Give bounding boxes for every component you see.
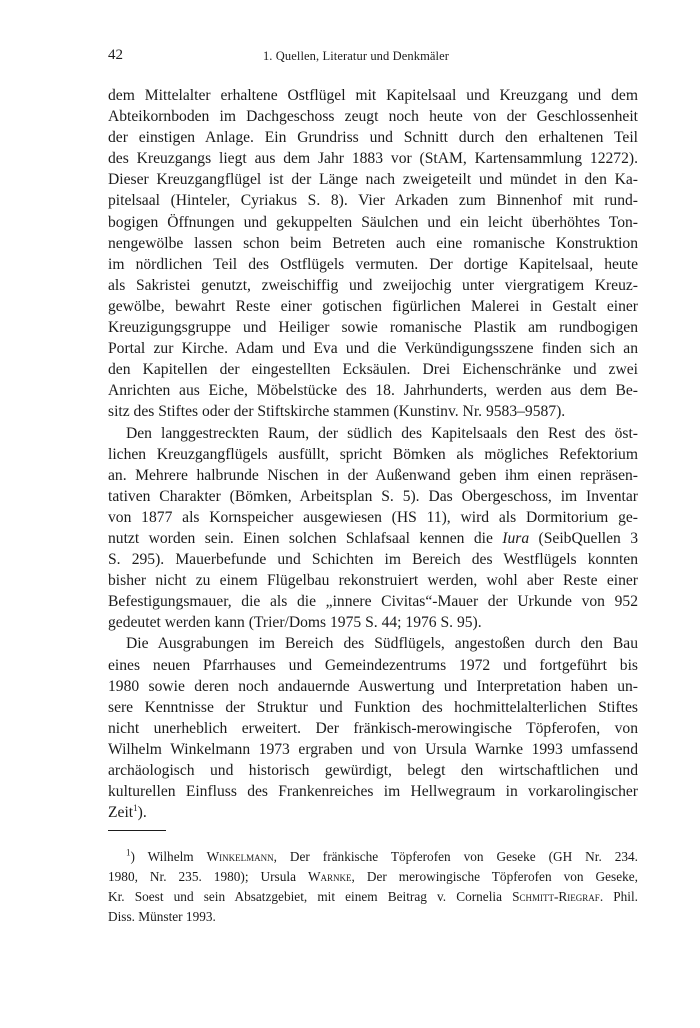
text-line: Befestigungsmauer, die als die „innere Civitas“-Mauer der Urkunde von 952 xyxy=(108,593,638,611)
text-line: nutzt worden sein. Einen solchen Schlafsaal kennen die Iura (SeibQuellen 3 xyxy=(108,529,638,547)
footnote-ref: 1 xyxy=(133,803,138,813)
text-line: dem Mittelalter erhaltene Ostflügel mit Kapitelsaal und Kreuzgang und dem xyxy=(108,87,638,104)
body-text xyxy=(108,85,638,823)
text-line: als Sakristei genutzt, zweischiffig und zweijochig unter viergratigem Kreuz- xyxy=(108,276,638,294)
text-line: Dieser Kreuzgangflügel ist der Länge nach zweigeteilt und mündet in den Ka- xyxy=(108,171,638,189)
text-line: sere Kenntnisse der Struktur und Funktion des hochmittelalterlichen Stiftes xyxy=(108,698,638,716)
text-line: an. Mehrere halbrunde Nischen in der Außenwand geben ihm einen repräsen- xyxy=(108,466,638,484)
text-line: Kreuzigungsgruppe und Heiliger sowie romanische Plastik am rundbogigen xyxy=(108,319,638,337)
text-line: sitz des Stiftes oder der Stiftskirche stammen (Kunstinv. Nr. 9583–9587). xyxy=(108,403,566,421)
text-line: im nördlichen Teil des Ostflügels vermuten. Der dortige Kapitelsaal, heute xyxy=(108,255,638,273)
text-line: Den langgestreckten Raum, der südlich des Kapitelsaals den Rest des öst- xyxy=(126,424,638,442)
footnote-rule xyxy=(108,830,166,831)
text-line: gedeutet werden kann (Trier/Doms 1975 S. 44; 1976 S. 95). xyxy=(108,614,482,632)
text-line: archäologisch und historisch gewürdigt, belegt den wirtschaftlichen und xyxy=(108,762,638,779)
text-line: lichen Kreuzgangflügels ausfüllt, spricht Bömken als mögliches Refektorium xyxy=(108,445,638,463)
page-number: 42 xyxy=(108,47,123,63)
footnotes xyxy=(108,847,638,927)
footnote-marker: 1 xyxy=(126,847,131,858)
text-line: Wilhelm Winkelmann 1973 ergraben und von Ursula Warnke 1993 umfassend xyxy=(108,740,638,758)
text-line: Die Ausgrabungen im Bereich des Südflügels, angestoßen durch den Bau xyxy=(126,635,638,653)
text-line: gewölbe, bewahrt Reste einer gotischen figürlichen Malerei in Gestalt einer xyxy=(108,297,638,315)
text-line: Portal zur Kirche. Adam und Eva und die Verkündigungsszene finden sich an xyxy=(108,340,638,358)
text-line: Anrichten aus Eiche, Möbelstücke des 18. Jahrhunderts, werden aus dem Be- xyxy=(108,382,638,400)
footnote-line: $^1$) Wilhelm Winkelmann, Der fränkische Töpferofen von Geseke (GH Nr. 234. xyxy=(126,847,638,864)
text-line: der einstigen Anlage. Ein Grundriss und Schnitt durch den erhaltenen Teil xyxy=(108,129,638,147)
footnote-line: 1980, Nr. 235. 1980); Ursula Warnke, Der merowingische Töpferofen von Geseke, xyxy=(108,869,638,884)
text-line: S. 295). Mauerbefunde und Schichten im Bereich des Westflügels konnten xyxy=(108,551,638,569)
page-header xyxy=(108,47,604,67)
text-line: den Kapitellen der eingestellten Ecksäulen. Drei Eichenschränke und zwei xyxy=(108,361,638,379)
text-line: Abteikornboden im Dachgeschoss zeugt noch heute von der Geschlossenheit xyxy=(108,108,638,126)
text-line: von 1877 als Kornspeicher ausgewiesen (HS 11), wird als Dormitorium ge- xyxy=(108,508,638,526)
text-line: bogigen Öffnungen und gekuppelten Säulchen und ein leicht überhöhtes Ton- xyxy=(108,213,638,231)
footnote-line: Diss. Münster 1993. xyxy=(108,909,216,924)
text-line: des Kreuzgangs liegt aus dem Jahr 1883 vor (StAM, Kartensammlung 12272). xyxy=(108,150,638,168)
text-line: eines neuen Pfarrhauses und Gemeindezentrums 1972 und fortgeführt bis xyxy=(108,656,638,674)
text-line: pitelsaal (Hinteler, Cyriakus S. 8). Vier Arkaden zum Binnenhof mit rund- xyxy=(108,192,638,210)
text-line: bisher nicht zu einem Flügelbau rekonstruiert werden, wohl aber Reste einer xyxy=(108,572,638,590)
text-line: nicht unerheblich erweitert. Der fränkisch-merowingische Töpferofen, von xyxy=(108,719,638,737)
text-line: nengewölbe lassen schon beim Betreten auch eine romanische Konstruktion xyxy=(108,234,638,252)
text-line: Zeit$^1$). xyxy=(108,803,147,822)
text-line: tativen Charakter (Bömken, Arbeitsplan S. 5). Das Obergeschoss, im Inventar xyxy=(108,487,638,505)
running-head: 1. Quellen, Literatur und Denkmäler xyxy=(262,49,450,63)
text-line: kulturellen Einfluss des Frankenreiches im Hellwegraum in vorkarolingischer xyxy=(108,783,638,801)
footnote-line: Kr. Soest und sein Absatzgebiet, mit einem Beitrag v. Cornelia Schmitt-Riegraf. Phil. xyxy=(108,889,638,904)
text-line: 1980 sowie deren noch andauernde Auswertung und Interpretation haben un- xyxy=(108,677,638,695)
